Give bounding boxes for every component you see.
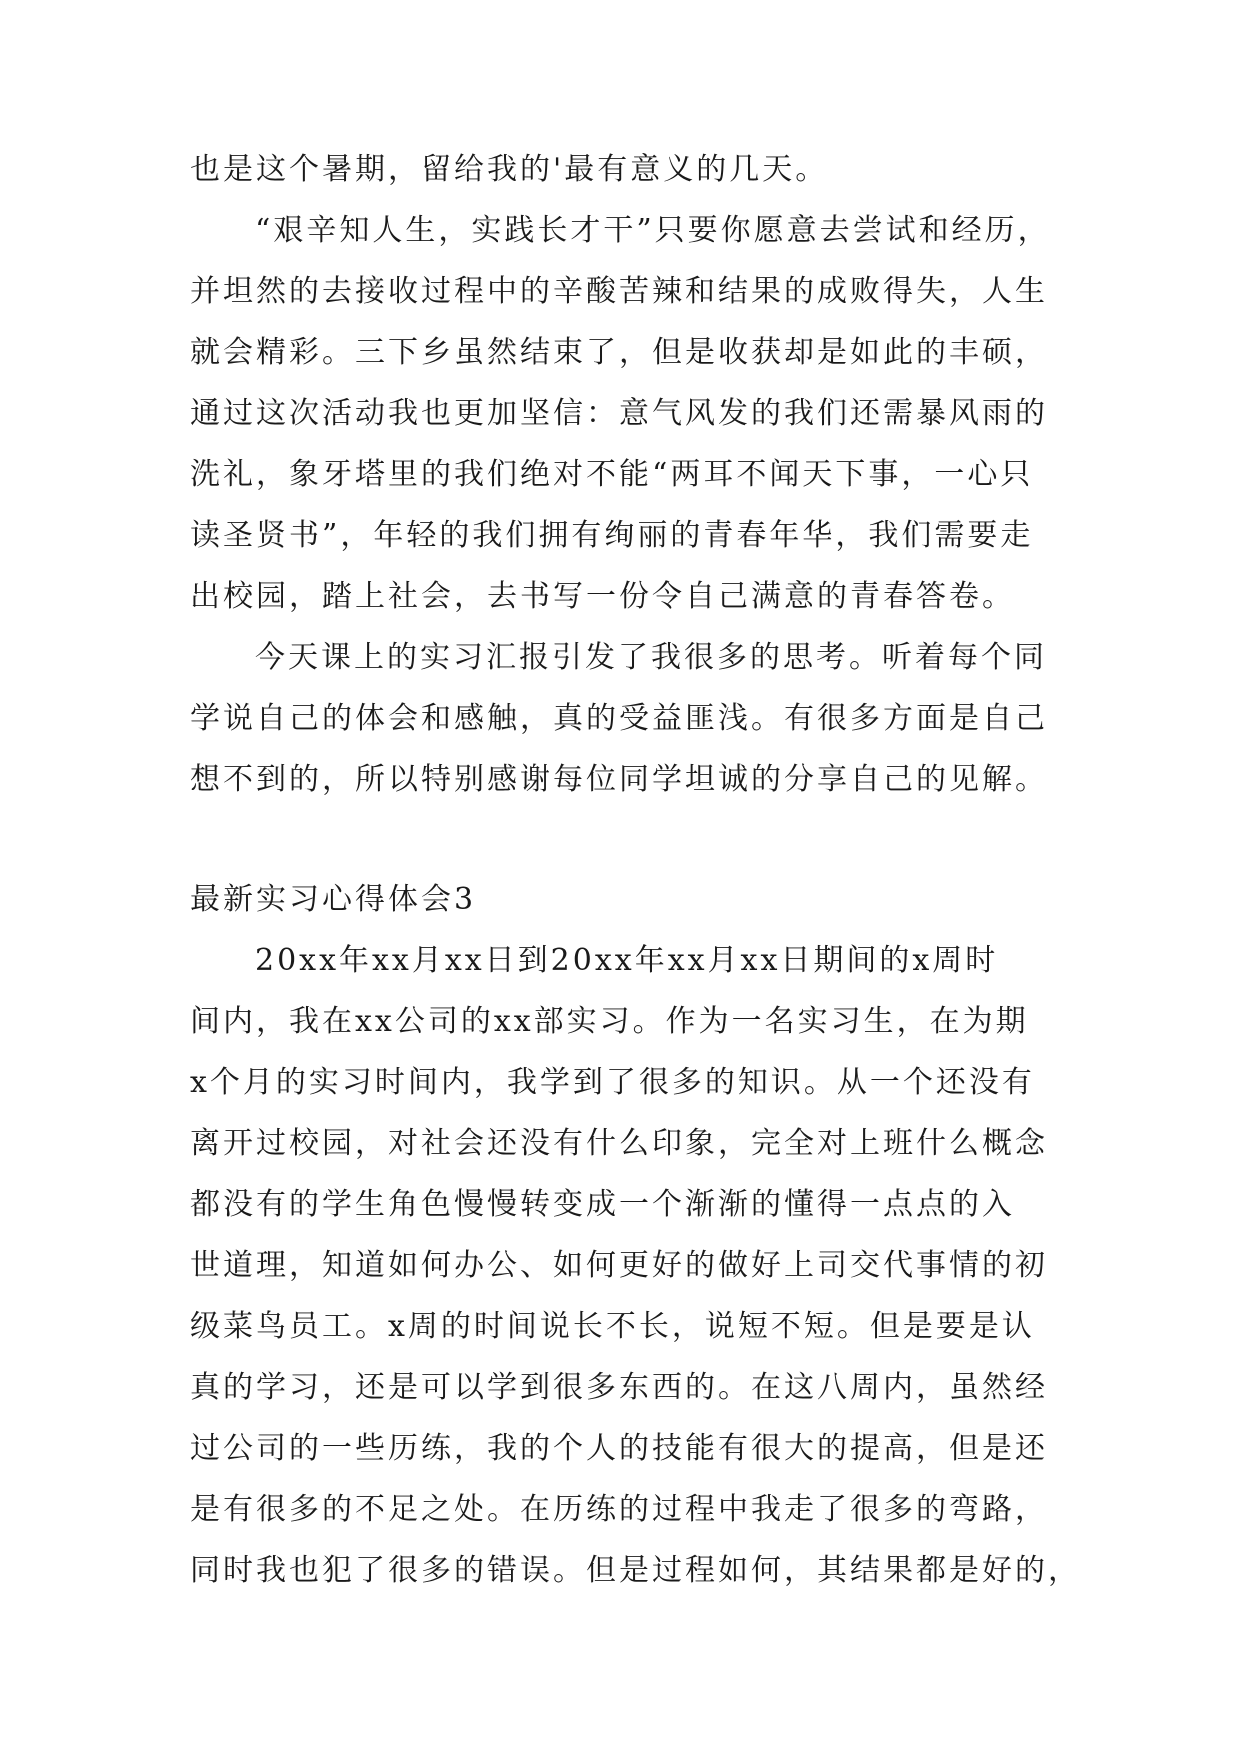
paragraph-line: 就会精彩。三下乡虽然结束了，但是收获却是如此的丰硕， [190,335,1048,370]
paragraph-line: “艰辛知人生，实践长才干”只要你愿意去尝试和经历， [255,213,1051,248]
paragraph-line: 20xx年xx月xx日到20xx年xx月xx日期间的x周时 [255,943,999,978]
paragraph-line: x个月的实习时间内，我学到了很多的知识。从一个还没有 [190,1065,1035,1100]
paragraph-line: 世道理，知道如何办公、如何更好的做好上司交代事情的初 [190,1248,1048,1283]
paragraph-line: 并坦然的去接收过程中的辛酸苦辣和结果的成败得失，人生 [190,274,1048,309]
paragraph-line: 是有很多的不足之处。在历练的过程中我走了很多的弯路， [190,1492,1048,1527]
paragraph-line: 间内，我在xx公司的xx部实习。作为一名实习生，在为期 [190,1004,1029,1039]
paragraph-line: 都没有的学生角色慢慢转变成一个渐渐的懂得一点点的入 [190,1187,1015,1222]
paragraph-line: 学说自己的体会和感触，真的受益匪浅。有很多方面是自己 [190,701,1048,736]
paragraph-line: 想不到的，所以特别感谢每位同学坦诚的分享自己的见解。 [190,762,1048,797]
paragraph-line: 真的学习，还是可以学到很多东西的。在这八周内，虽然经 [190,1370,1048,1405]
paragraph-line: 出校园，踏上社会，去书写一份令自己满意的青春答卷。 [190,579,1015,614]
paragraph-line: 同时我也犯了很多的错误。但是过程如何，其结果都是好的， [190,1553,1081,1588]
section-heading: 最新实习心得体会3 [190,882,477,917]
paragraph-line: 洗礼，象牙塔里的我们绝对不能“两耳不闻天下事，一心只 [190,457,1034,492]
paragraph-line: 也是这个暑期，留给我的'最有意义的几天。 [190,152,829,187]
paragraph-line: 今天课上的实习汇报引发了我很多的思考。听着每个同 [255,640,1047,675]
paragraph-line: 离开过校园，对社会还没有什么印象，完全对上班什么概念 [190,1126,1048,1161]
paragraph-line: 过公司的一些历练，我的个人的技能有很大的提高，但是还 [190,1431,1048,1466]
paragraph-line: 读圣贤书”，年轻的我们拥有绚丽的青春年华，我们需要走 [190,518,1034,553]
paragraph-line: 级菜鸟员工。x周的时间说长不长，说短不短。但是要是认 [190,1309,1035,1344]
paragraph-line: 通过这次活动我也更加坚信：意气风发的我们还需暴风雨的 [190,396,1048,431]
